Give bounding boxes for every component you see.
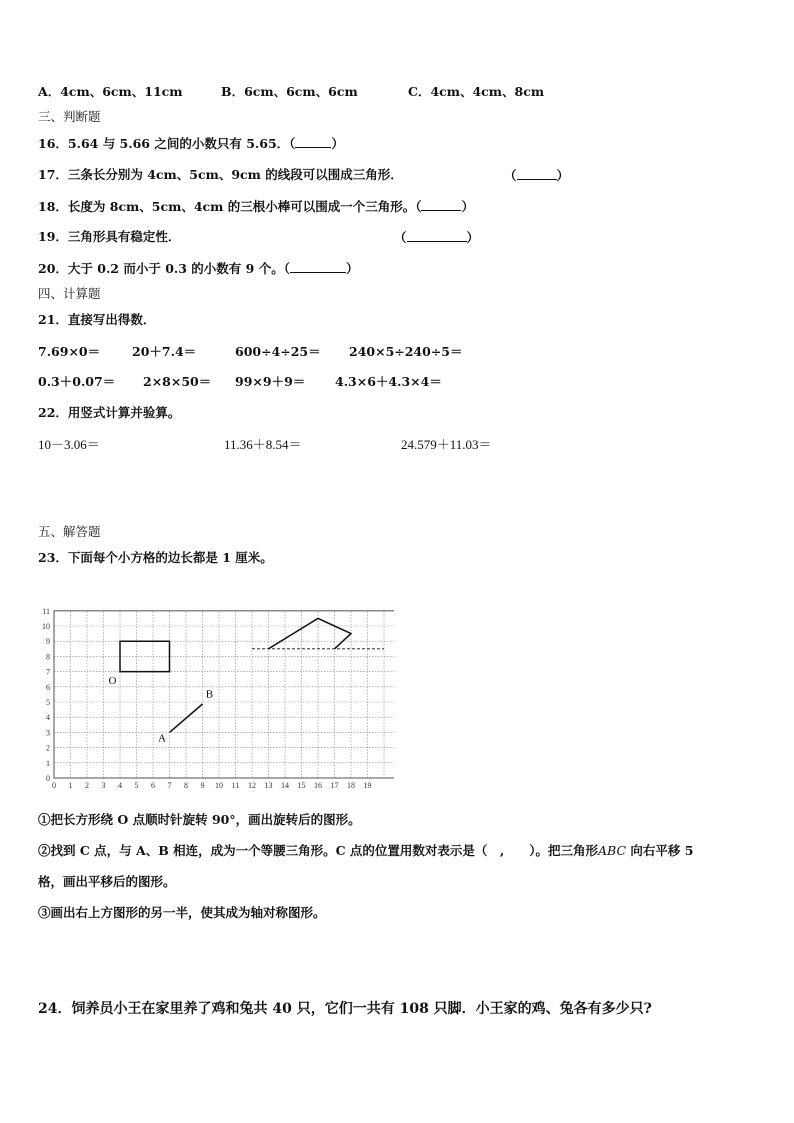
q21-r1-item1: 7.69×0＝ (38, 344, 101, 359)
q17 (38, 167, 578, 183)
q23-sub3: ③画出右上方图形的另一半，使其成为轴对称图形。 (38, 905, 326, 920)
q23-grid-figure (38, 586, 394, 790)
q20-answer-blank[interactable] (290, 260, 346, 273)
q16 (38, 135, 344, 152)
x-tick-label: 2 (85, 781, 89, 790)
x-tick-label: 0 (52, 781, 56, 790)
y-tick-label: 2 (46, 743, 50, 753)
q19 (38, 229, 498, 245)
y-tick-label: 7 (46, 667, 50, 677)
q15-option-c: C．4cm、4cm、8cm (408, 84, 545, 99)
q20-text: 20．大于 0.2 而小于 0.3 的小数有 9 个。（ (38, 261, 290, 276)
q20-close: ） (345, 261, 359, 276)
q16-close: ） (331, 136, 344, 151)
q19-open: （ (394, 230, 407, 245)
y-tick-label: 5 (46, 698, 50, 707)
section3-title: 三、判断题 (38, 109, 101, 124)
q21-r2-item1: 0.3＋0.07＝ (38, 374, 116, 389)
q22-item1: 10－3.06＝ (38, 437, 100, 452)
q22-item2: 11.36＋8.54＝ (224, 437, 302, 452)
x-tick-label: 15 (297, 781, 306, 790)
q23-sub2-line1 (38, 843, 693, 859)
q18-answer-blank[interactable] (421, 198, 461, 211)
y-tick-label: 4 (46, 713, 50, 723)
y-axis-ticks (42, 607, 50, 783)
label-a: A (157, 732, 166, 745)
x-tick-label: 8 (184, 781, 188, 790)
q23-sub2-text-b: 向右平移 5 (626, 843, 694, 858)
y-tick-label: 6 (46, 682, 50, 692)
q19-text: 19．三角形具有稳定性． (38, 229, 181, 244)
grid-shapes (108, 618, 384, 744)
q22-title: 22．用竖式计算并验算。 (38, 405, 181, 420)
q17-open: （ (504, 168, 517, 183)
x-tick-label: 17 (330, 781, 339, 790)
y-tick-label: 3 (46, 728, 50, 738)
grid-frame (54, 611, 394, 778)
q23-sub2-line2: 格，画出平移后的图形。 (38, 874, 176, 889)
section5-title: 五、解答题 (38, 524, 101, 539)
q18 (38, 198, 474, 215)
x-axis-ticks (52, 781, 372, 790)
q23-sub1: ①把长方形绕 O 点顺时针旋转 90°，画出旋转后的图形。 (38, 812, 361, 827)
half-figure (269, 618, 352, 648)
q23-title: 23．下面每个小方格的边长都是 1 厘米。 (38, 550, 273, 565)
q16-text: 16．5.64 与 5.66 之间的小数只有 5.65．（ (38, 136, 296, 151)
q21-r1-item4: 240×5÷240÷5＝ (349, 344, 463, 359)
q21-r2-item4: 4.3×6＋4.3×4＝ (335, 374, 442, 389)
y-tick-label: 8 (46, 652, 50, 662)
grid-lines (54, 611, 394, 778)
q18-text: 18．长度为 8cm、5cm、4cm 的三根小棒可以围成一个三角形。（ (38, 199, 422, 214)
x-tick-label: 11 (231, 781, 240, 790)
x-tick-label: 3 (101, 781, 106, 790)
x-tick-label: 4 (118, 781, 122, 790)
q21-r2-item3: 99×9＋9＝ (235, 374, 306, 389)
x-tick-label: 18 (347, 781, 355, 790)
q24-question: 24．饲养员小王在家里养了鸡和兔共 40 只，它们一共有 108 只脚．小王家的鸡、兔各有多少只? (38, 1001, 652, 1017)
x-tick-label: 12 (248, 781, 256, 790)
q22-item3: 24.579＋11.03＝ (401, 437, 492, 452)
q19-answer (394, 229, 479, 246)
q15-option-b: B．6cm、6cm、6cm (221, 84, 358, 99)
q15-option-a: A．4cm、6cm、11cm (38, 84, 183, 99)
y-tick-label: 9 (46, 637, 50, 647)
x-tick-label: 5 (134, 781, 139, 790)
q19-close: ） (466, 230, 480, 245)
x-tick-label: 9 (200, 781, 205, 790)
y-tick-label: 0 (46, 774, 50, 783)
x-tick-label: 19 (363, 781, 372, 790)
x-tick-label: 6 (151, 781, 155, 790)
y-tick-label: 11 (42, 606, 50, 616)
x-tick-label: 7 (167, 781, 172, 790)
q21-r1-item2: 20＋7.4＝ (132, 344, 197, 359)
x-tick-label: 1 (68, 781, 73, 790)
q21-r1-item3: 600÷4÷25＝ (235, 344, 321, 359)
q23-sub2-text: ②找到 C 点，与 A、B 相连，成为一个等腰三角形。C 点的位置用数对表示是（ , ）。把三角形 (38, 843, 599, 858)
x-tick-label: 13 (264, 781, 273, 790)
q21-r2-item2: 2×8×50＝ (143, 374, 212, 389)
q17-answer (504, 167, 569, 184)
q19-answer-blank[interactable] (407, 229, 467, 242)
q17-answer-blank[interactable] (517, 167, 557, 180)
q17-text: 17．三条长分别为 4cm、5cm、9cm 的线段可以围成三角形． (38, 167, 403, 182)
q21-title: 21．直接写出得数． (38, 312, 156, 327)
x-tick-label: 10 (215, 781, 223, 790)
q16-answer-blank[interactable] (295, 135, 331, 148)
label-o: O (108, 674, 117, 687)
y-tick-label: 1 (46, 758, 50, 768)
label-b: B (205, 688, 214, 701)
coordinate-grid (38, 586, 394, 790)
q23-sub2-abc: ABC (598, 843, 627, 858)
y-tick-label: 10 (42, 622, 50, 631)
x-tick-label: 16 (314, 781, 322, 790)
x-tick-label: 14 (281, 781, 289, 790)
q18-close: ） (461, 199, 474, 214)
q20 (38, 260, 358, 277)
q17-close: ） (556, 168, 570, 183)
section4-title: 四、计算题 (38, 286, 101, 301)
